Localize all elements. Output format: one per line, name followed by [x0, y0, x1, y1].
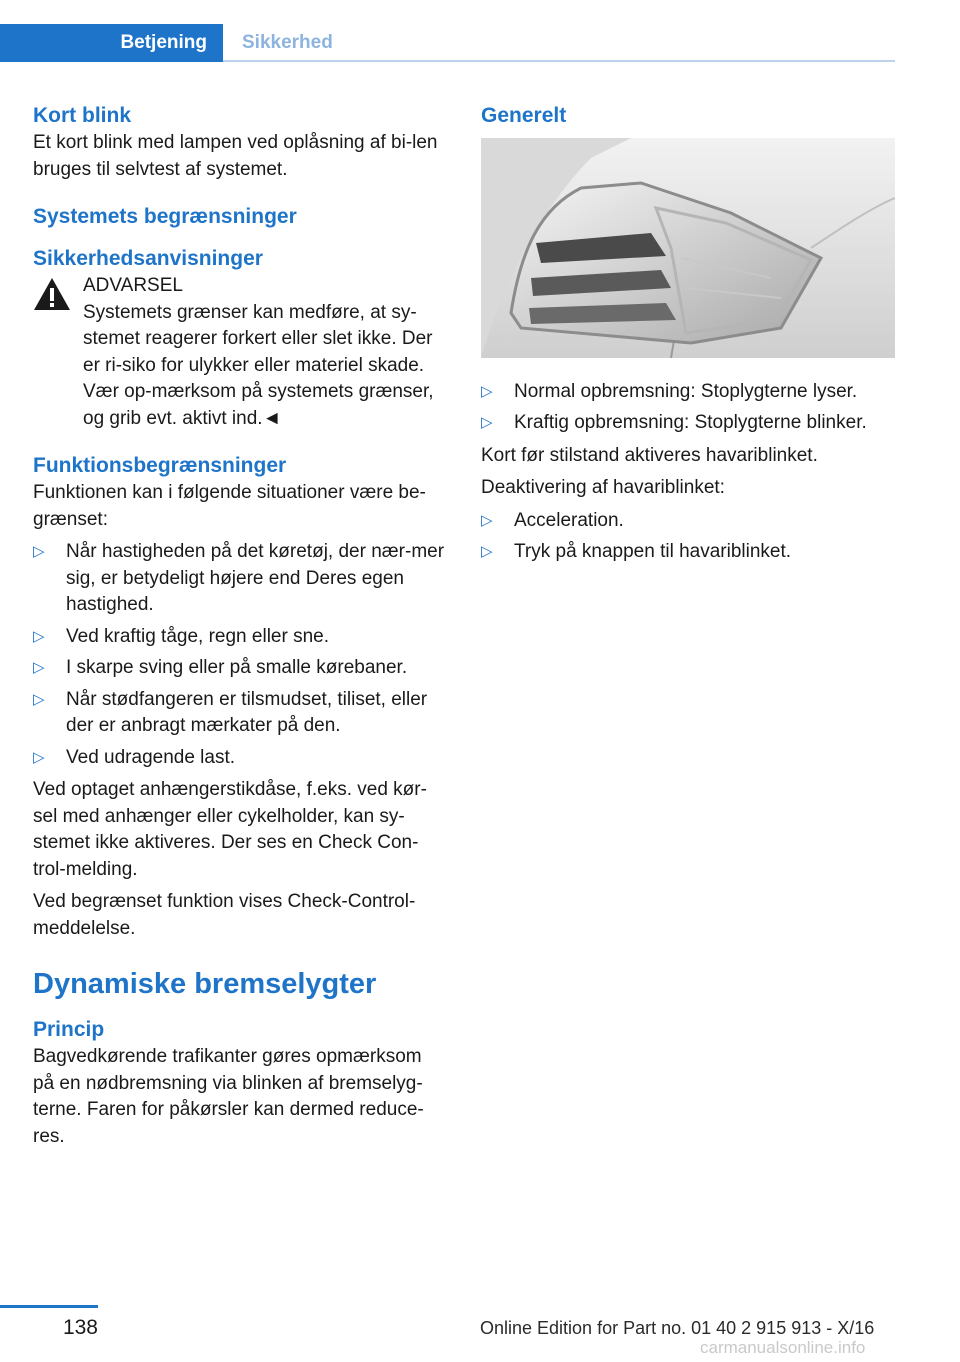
list-item: ▷ Normal opbremsning: Stoplygterne lyser.	[481, 379, 895, 406]
list-item: ▷ Når hastigheden på det køretøj, der nær-mer sig, er betydeligt højere end Deres egen hastighed.	[33, 541, 445, 615]
warning-block	[33, 273, 446, 432]
safety-heading: Sikkerhedsanvisninger	[33, 247, 263, 270]
triangle-right-icon: ▷	[481, 382, 493, 400]
page-number: 138	[62, 1316, 98, 1339]
tab-sikkerhed[interactable]: Sikkerhed	[242, 32, 333, 53]
general-heading: Generelt	[481, 104, 567, 127]
warning-triangle-icon	[33, 277, 71, 311]
list-item: ▷ Ved kraftig tåge, regn eller sne.	[33, 624, 446, 651]
kort-blink-text: Et kort blink med lampen ved oplåsning af bi-len bruges til selvtest af systemet.	[33, 132, 438, 180]
right-column	[481, 102, 895, 572]
list-item: ▷ Acceleration.	[481, 508, 895, 535]
triangle-right-icon: ▷	[33, 543, 45, 560]
left-column	[33, 102, 446, 1156]
footer-accent-line	[0, 1305, 98, 1308]
triangle-right-icon: ▷	[481, 543, 493, 560]
triangle-right-icon: ▷	[33, 748, 45, 766]
list-item: ▷ Tryk på knappen til havariblinket.	[481, 539, 895, 566]
edition-text: Online Edition for Part no. 01 40 2 915 913 - X/16	[480, 1318, 875, 1338]
trailer-text: Ved optaget anhængerstikdåse, f.eks. ved kør-sel med anhænger eller cykelholder, kan sy-stemet ikke aktiveres. Der ses en Check Con-trol-melding.	[33, 779, 427, 880]
limits-heading: Systemets begrænsninger	[33, 205, 297, 228]
limited-text: Ved begrænset funktion vises Check-Control-meddelelse.	[33, 891, 416, 939]
triangle-right-icon: ▷	[33, 690, 45, 708]
principle-text: Bagvedkørende trafikanter gøres opmærksom på en nødbremsning via blinken af bremselyg-terne. Faren for påkørsler kan dermed reduce-res.	[33, 1046, 424, 1147]
warning-body: Systemets grænser kan medføre, at sy-stemet reagerer forkert eller slet ikke. Der er ri-siko for ulykker eller materiel skade. Vær op-mærksom på systemets grænser, og grib evt. aktivt ind.◄	[83, 301, 434, 429]
list-item: ▷ Kraftig opbremsning: Stoplygterne blinker.	[481, 410, 895, 437]
deactivate-list	[481, 508, 895, 566]
function-intro: Funktionen kan i følgende situationer være be-grænset:	[33, 482, 426, 530]
section-heading: Dynamiske bremselygter	[33, 968, 377, 1000]
function-list	[33, 539, 446, 771]
deactivate-text: Deaktivering af havariblinket:	[481, 477, 725, 498]
function-heading: Funktionsbegrænsninger	[33, 454, 287, 477]
triangle-right-icon: ▷	[481, 511, 493, 529]
triangle-right-icon: ▷	[33, 627, 45, 645]
triangle-right-icon: ▷	[33, 659, 45, 676]
brake-list	[481, 379, 895, 437]
list-item: ▷ I skarpe sving eller på smalle kørebaner.	[33, 655, 446, 682]
hazard-text: Kort før stilstand aktiveres havariblinket.	[481, 444, 818, 466]
list-item: ▷ Ved udragende last.	[33, 745, 446, 772]
tail-light-illustration	[481, 138, 895, 358]
tab-betjening[interactable]: Betjening	[0, 24, 223, 62]
triangle-right-icon: ▷	[481, 414, 493, 431]
tab-divider	[223, 60, 895, 62]
list-item: ▷ Når stødfangeren er tilsmudset, tiliset, eller der er anbragt mærkater på den.	[33, 688, 428, 736]
principle-heading: Princip	[33, 1018, 105, 1041]
kort-blink-heading: Kort blink	[33, 104, 131, 127]
section-tabs	[0, 24, 895, 62]
warning-title: ADVARSEL	[83, 275, 183, 296]
watermark: carmanualsonline.info	[700, 1338, 866, 1357]
